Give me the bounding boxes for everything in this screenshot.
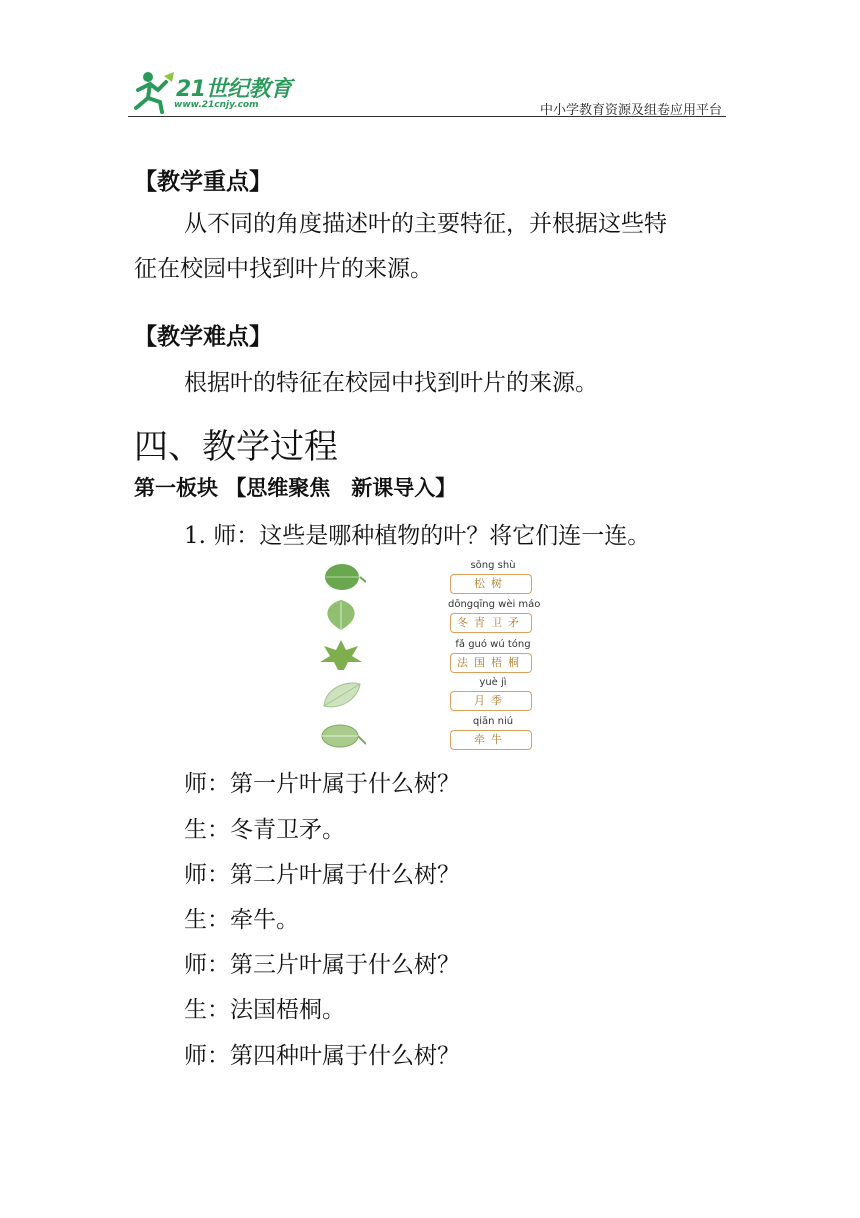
hanzi-box-1: 松树 xyxy=(450,574,532,594)
focus-line-1: 从不同的角度描述叶的主要特征，并根据这些特 xyxy=(184,211,667,237)
page-header xyxy=(0,0,860,120)
focus-paragraph xyxy=(134,202,734,292)
header-divider xyxy=(128,116,726,117)
dialogue-line-3: 师：第二片叶属于什么树？ xyxy=(184,862,460,888)
process-heading: 四、教学过程 xyxy=(134,427,338,467)
dialogue-line-2: 生：冬青卫矛。 xyxy=(184,817,345,843)
logo-url: www.21cnjy.com xyxy=(174,100,259,110)
dialogue-line-7: 师：第四种叶属于什么树？ xyxy=(184,1043,460,1069)
tree-label-5 xyxy=(448,716,538,756)
focus-heading: 【教学重点】 xyxy=(134,168,272,195)
leaf-5-icon xyxy=(316,718,366,752)
platform-name: 中小学教育资源及组卷应用平台 xyxy=(539,103,722,118)
tree-label-2 xyxy=(448,599,541,639)
dialogue-line-6: 生：法国梧桐。 xyxy=(184,997,345,1023)
logo xyxy=(128,70,298,116)
leaf-matching-figure xyxy=(312,558,552,754)
dialogue-line-4: 生：牵牛。 xyxy=(184,907,299,933)
pinyin-4: yuè jì xyxy=(479,677,507,688)
dialogue-line-1: 师：第一片叶属于什么树？ xyxy=(184,771,460,797)
focus-line-2: 征在校园中找到叶片的来源。 xyxy=(134,256,433,282)
hanzi-box-5: 牵牛 xyxy=(450,730,532,750)
tree-label-4 xyxy=(448,677,538,717)
pinyin-2: dōngqīng wèi máo xyxy=(448,599,541,610)
hanzi-box-2: 冬青卫矛 xyxy=(450,613,532,633)
leaf-3-icon xyxy=(316,638,366,672)
tree-label-1 xyxy=(448,560,538,600)
hanzi-box-4: 月季 xyxy=(450,691,532,711)
question-line: 1. 师：这些是哪种植物的叶？将它们连一连。 xyxy=(184,523,651,549)
dialogue-line-5: 师：第三片叶属于什么树？ xyxy=(184,952,460,978)
pinyin-5: qiān niú xyxy=(472,716,514,727)
difficulty-heading: 【教学难点】 xyxy=(134,323,272,350)
runner-logo-icon xyxy=(128,70,176,114)
leaf-4-icon xyxy=(316,678,366,712)
difficulty-line: 根据叶的特征在校园中找到叶片的来源。 xyxy=(184,370,598,396)
leaf-2-icon xyxy=(316,598,366,632)
tree-label-3 xyxy=(448,639,538,679)
pinyin-3: fǎ guó wú tóng xyxy=(455,639,531,650)
pinyin-1: sōng shù xyxy=(470,560,516,571)
hanzi-box-3: 法国梧桐 xyxy=(450,653,532,673)
section-heading: 第一板块 【思维聚焦 新课导入】 xyxy=(134,475,457,500)
logo-text: 21世纪教育 xyxy=(176,77,292,102)
leaf-1-icon xyxy=(316,560,366,594)
